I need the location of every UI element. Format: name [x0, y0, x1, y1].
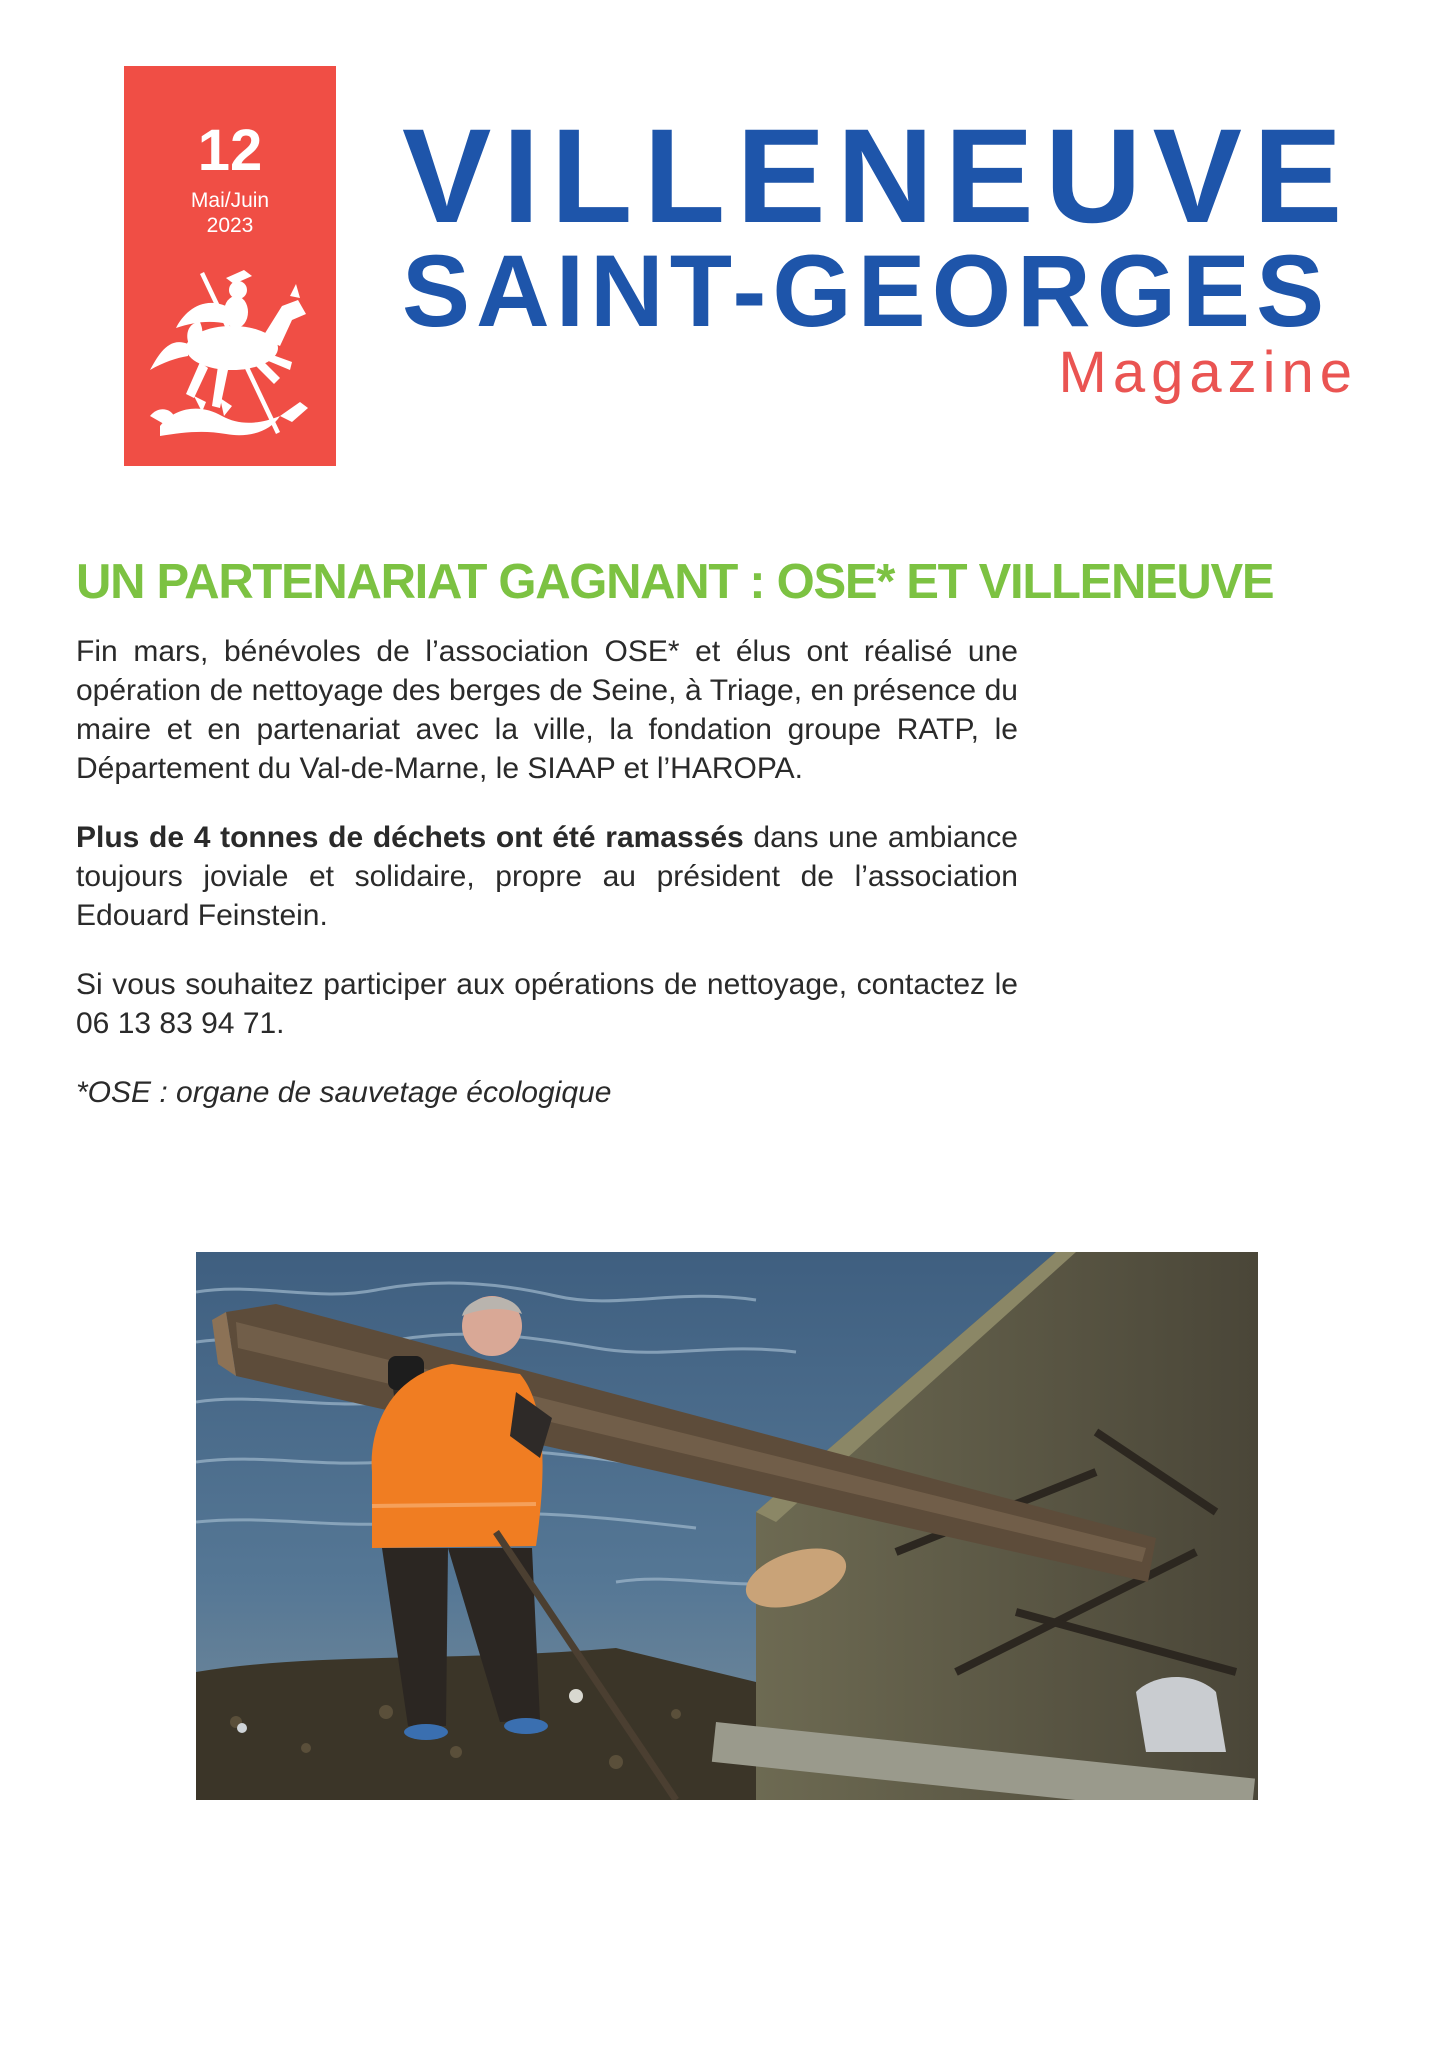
- masthead-subtitle: Magazine: [1058, 340, 1358, 405]
- article-headline: UN PARTENARIAT GAGNANT : OSE* ET VILLENEUVE: [76, 555, 1274, 609]
- article-paragraph-2-rest: dans une ambiance toujours joviale et solidaire, propre au président de l’association Edouard Feinstein.: [76, 821, 1018, 932]
- masthead-title-line2: SAINT-GEORGES: [402, 234, 1331, 348]
- issue-number: 12: [197, 118, 263, 183]
- masthead-title-line1: VILLENEUVE: [402, 102, 1354, 251]
- issue-year: 2023: [206, 214, 254, 237]
- article-paragraph-3: Si vous souhaitez participer aux opérations de nettoyage, contactez le 06 13 83 94 71.: [76, 968, 1018, 1040]
- article-body: [76, 632, 1018, 1142]
- article-footnote: *OSE : organe de sauvetage écologique: [76, 1076, 612, 1109]
- issue-badge: [124, 66, 336, 466]
- riverbank-cleanup-photo: [196, 1252, 1258, 1800]
- saint-george-dragon-icon: [140, 266, 320, 446]
- article-paragraph-1: Fin mars, bénévoles de l’association OSE* et élus ont réalisé une opération de nettoyage des berges de Seine, à Triage, en présence du maire et en partenariat avec la ville, la fondation groupe RATP, le Département du Val-de-Marne, le SIAAP et l’HAROPA.: [76, 635, 1018, 785]
- article-paragraph-2-bold: Plus de 4 tonnes de déchets ont été ramassés: [76, 821, 744, 854]
- issue-date: [124, 188, 336, 238]
- issue-period: Mai/Juin: [190, 189, 270, 212]
- article-photo: [196, 1252, 1258, 1800]
- article-paragraph-2: [76, 818, 1018, 935]
